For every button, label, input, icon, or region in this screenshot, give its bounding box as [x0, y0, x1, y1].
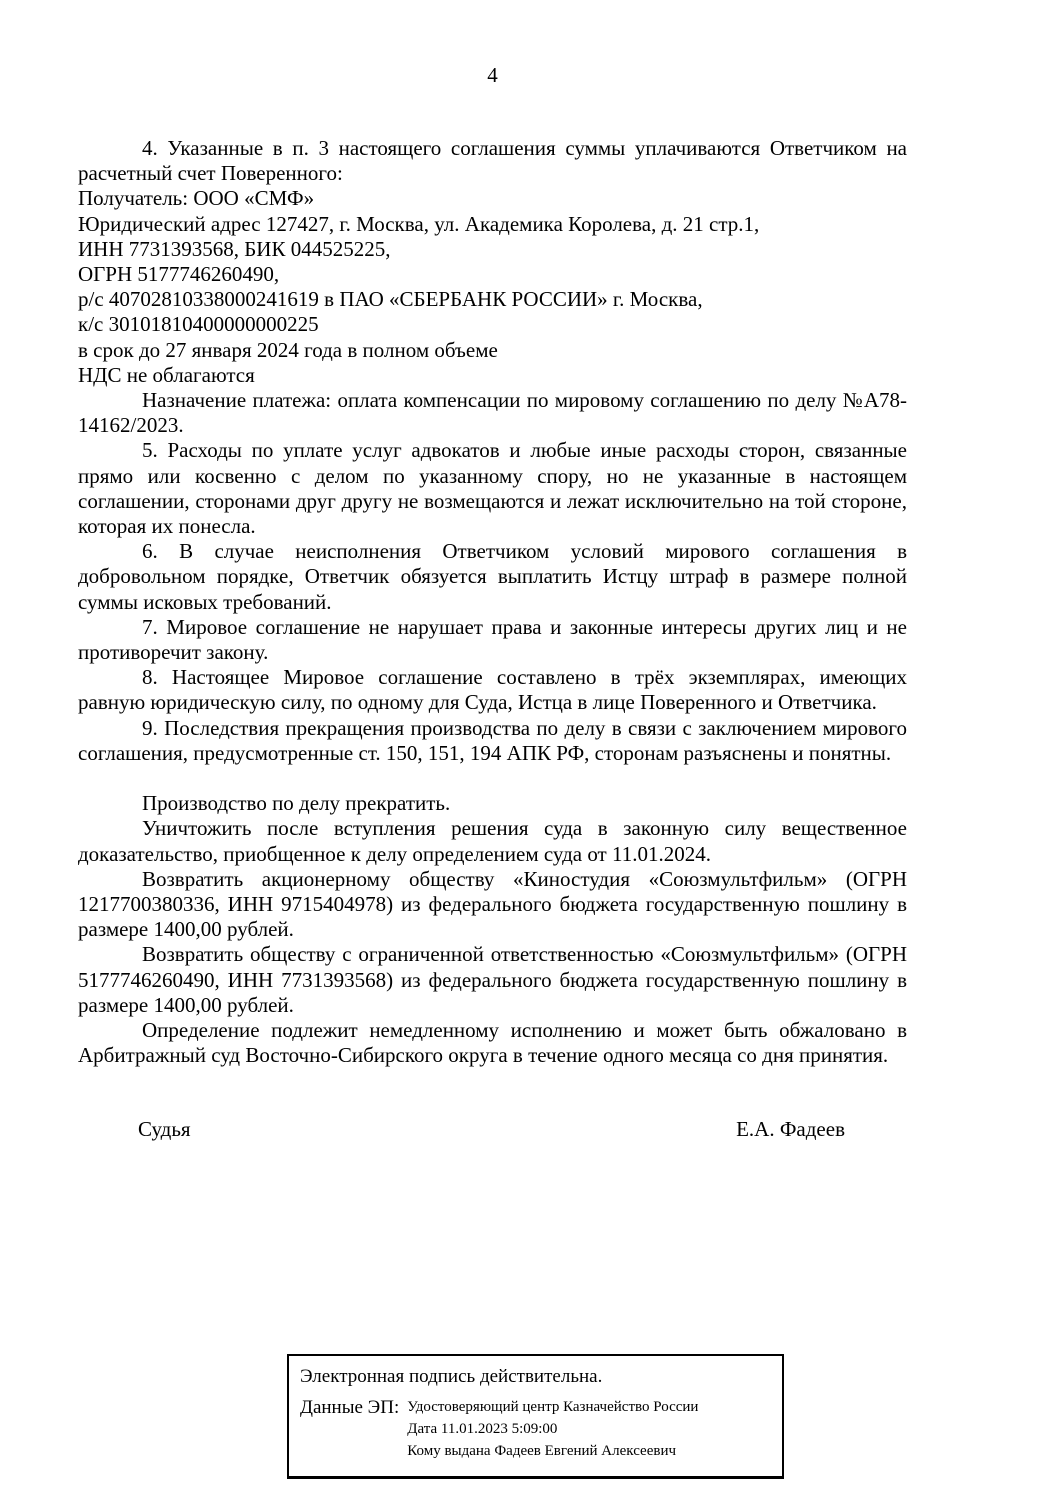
paragraph: Производство по делу прекратить. — [142, 791, 451, 816]
paragraph: Возвратить обществу с ограниченной ответственностью «Союзмультфильм» (ОГРН 5177746260490, ИНН 7731393568) из федерального бюджета государственную пошлину в размере 1400,00 рублей. — [78, 942, 907, 1017]
paragraph: Получатель: ООО «СМФ» — [78, 186, 315, 211]
judge-name: Е.А. Фадеев — [736, 1117, 845, 1141]
page-number: 4 — [487, 63, 498, 87]
digital-signature-stamp — [287, 1354, 784, 1479]
document-body — [78, 136, 907, 1069]
paragraph: 6. В случае неисполнения Ответчиком условий мирового соглашения в добровольном порядке, Ответчик обязуется выплатить Истцу штраф в размере полной суммы исковых требований. — [78, 539, 907, 614]
stamp-data-row — [300, 1396, 770, 1462]
judge-label: Судья — [138, 1117, 191, 1141]
paragraph: Определение подлежит немедленному исполнению и может быть обжаловано в Арбитражный суд Восточно-Сибирского округа в течение одного месяца со дня принятия. — [78, 1018, 907, 1068]
paragraph: ОГРН 5177746260490, — [78, 262, 280, 287]
paragraph: Уничтожить после вступления решения суда в законную силу вещественное доказательство, приобщенное к делу определением суда от 11.01.2024. — [78, 816, 907, 866]
signature-row — [78, 1117, 907, 1142]
stamp-date: Дата 11.01.2023 5:09:00 — [407, 1421, 558, 1437]
paragraph: 7. Мировое соглашение не нарушает права и законные интересы других лиц и не противоречит закону. — [78, 614, 907, 665]
paragraph: ИНН 7731393568, БИК 044525225, — [78, 236, 391, 261]
paragraph: Возвратить акционерному обществу «Киностудия «Союзмультфильм» (ОГРН 1217700380336, ИНН 9715404978) из федерального бюджета государственную пошлину в размере 1400,00 рублей. — [78, 866, 907, 942]
paragraph: НДС не облагаются — [78, 362, 255, 387]
paragraph: Юридический адрес 127427, г. Москва, ул. Академика Королева, д. 21 стр.1, — [78, 211, 760, 236]
paragraph: 4. Указанные в п. 3 настоящего соглашения суммы уплачиваются Ответчиком на расчетный счет Поверенного: — [78, 136, 907, 186]
stamp-certification-authority: Удостоверяющий центр Казначейство России — [407, 1399, 699, 1415]
stamp-data-label: Данные ЭП: — [300, 1397, 400, 1418]
paragraph: Назначение платежа: оплата компенсации по мировому соглашению по делу №А78-14162/2023. — [78, 388, 907, 438]
stamp-validity-text: Электронная подпись действительна. — [300, 1366, 603, 1387]
paragraph: 5. Расходы по уплате услуг адвокатов и любые иные расходы сторон, связанные прямо или косвенно с делом по указанному спору, но не указанные в настоящем соглашении, сторонами друг другу не возмещаются и лежат исключительно на той стороне, которая их понесла. — [78, 438, 907, 539]
stamp-details — [407, 1396, 698, 1462]
paragraph: в срок до 27 января 2024 года в полном объеме — [78, 337, 498, 362]
stamp-issued-to: Кому выдана Фадеев Евгений Алексеевич — [407, 1443, 677, 1459]
paragraph: 8. Настоящее Мировое соглашение составлено в трёх экземплярах, имеющих равную юридическую силу, по одному для Суда, Истца в лице Поверенного и Ответчика. — [78, 665, 907, 715]
paragraph: к/с 30101810400000000225 — [78, 312, 319, 337]
paragraph: 9. Последствия прекращения производства по делу в связи с заключением мирового соглашения, предусмотренные ст. 150, 151, 194 АПК РФ, сторонам разъяснены и понятны. — [78, 715, 907, 765]
paragraph: р/с 40702810338000241619 в ПАО «СБЕРБАНК РОССИИ» г. Москва, — [78, 287, 703, 312]
